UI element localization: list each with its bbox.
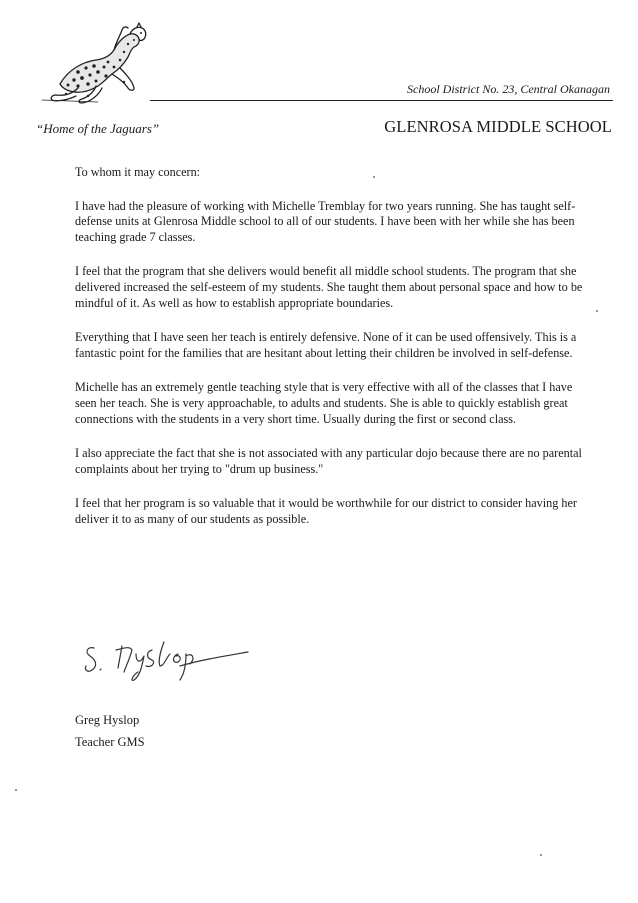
paragraph: Everything that I have seen her teach is entirely defensive. None of it can be used offensively. This is a fantastic point for the families that are hesitant about letting their children be involved in self-defense. xyxy=(75,330,577,360)
school-motto: “Home of the Jaguars” xyxy=(36,121,160,136)
salutation: To whom it may concern: xyxy=(75,165,201,179)
paper-speck xyxy=(373,176,375,178)
school-district: School District No. 23, Central Okanagan xyxy=(407,82,610,96)
paper-speck xyxy=(15,789,17,791)
paragraph: I also appreciate the fact that she is not associated with any particular dojo because there are no parental complaints about her trying to "drum up business." xyxy=(75,446,582,476)
signatory-name: Greg Hyslop xyxy=(75,713,140,727)
paragraph: I feel that her program is so valuable that it would be worthwhile for our district to consider having her deliver it to as many of our students as possible. xyxy=(75,496,577,526)
letterhead-rule xyxy=(150,100,613,101)
letter-body xyxy=(75,165,590,547)
signatory-title: Teacher GMS xyxy=(75,735,145,749)
paragraph: I feel that the program that she delivers would benefit all middle school students. The program that she delivered increased the self-esteem of my students. She taught them about personal space and how to be mindful of it. As well as how to establish appropriate boundaries. xyxy=(75,264,583,310)
paragraph: Michelle has an extremely gentle teaching style that is very effective with all of the classes that I have seen her teach. She is very approachable, to adults and students. She is able to quickly establish great connections with the students in a very short time. Usually during the first or second class. xyxy=(75,380,573,426)
handwritten-signature xyxy=(80,636,250,684)
paper-speck xyxy=(596,310,598,312)
jaguar-icon xyxy=(38,22,154,104)
paragraph: I have had the pleasure of working with Michelle Tremblay for two years running. She has taught self-defense units at Glenrosa Middle school to all of our students. I have been with her while she has been teaching grade 7 classes. xyxy=(75,198,576,244)
paper-speck xyxy=(540,854,542,856)
school-name: GLENROSA MIDDLE SCHOOL xyxy=(384,117,612,136)
